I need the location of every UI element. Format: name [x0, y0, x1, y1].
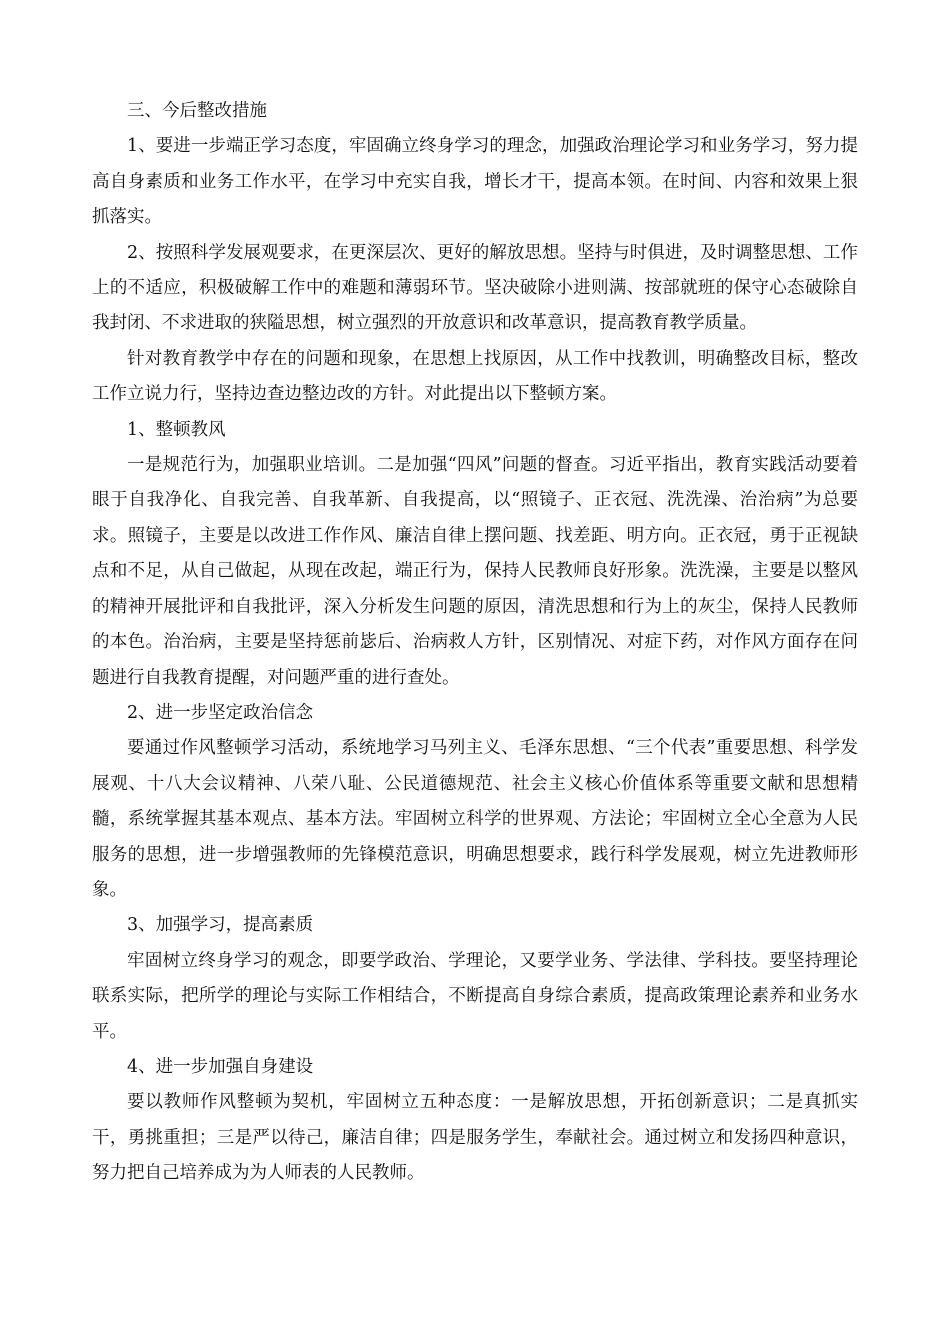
subheading-1: 1、整顿教风: [127, 419, 226, 440]
section-title: 三、今后整改措施: [127, 101, 267, 121]
paragraph-1: 1、要进一步端正学习态度，牢固确立终身学习的理念，加强政治理论学习和业务学习，努力提高自身素质和业务工作水平，在学习中充实自我，增长才干，提高本领。在时间、内容和效果上狠抓落实。: [92, 136, 858, 228]
paragraph-3: 针对教育教学中存在的问题和现象，在思想上找原因，从工作中找教训，明确整改目标，整改工作立说力行，坚持边查边整边改的方针。对此提出以下整顿方案。: [92, 348, 858, 405]
paragraph-4: 一是规范行为，加强职业培训。二是加强“四风”问题的督查。习近平指出，教育实践活动要着眼于自我净化、自我完善、自我革新、自我提高，以“照镜子、正衣冠、洗洗澡、治治病”为总要求。照镜子，主要是以改进工作作风、廉洁自律上摆问题、找差距、明方向。正衣冠，勇于正视缺点和不足，从自己做起，从现在改起，端正行为，保持人民教师良好形象。洗洗澡，主要是以整风的精神开展批评和自我批评，深入分析发生问题的原因，清洗思想和行为上的灰尘，保持人民教师的本色。治治病，主要是坚持惩前毖后、治病救人方针，区别情况、对症下药，对作风方面存在问题进行自我教育提醒，对问题严重的进行查处。: [92, 455, 858, 688]
paragraph-7: 要以教师作风整顿为契机，牢固树立五种态度：一是解放思想，开拓创新意识；二是真抓实干，勇挑重担；三是严以待己，廉洁自律；四是服务学生，奉献社会。通过树立和发扬四种意识，努力把自己培养成为为人师表的人民教师。: [92, 1092, 858, 1184]
paragraph-5: 要通过作风整顿学习活动，系统地学习马列主义、毛泽东思想、“三个代表”重要思想、科学发展观、十八大会议精神、八荣八耻、公民道德规范、社会主义核心价值体系等重要文献和思想精髓，系统掌握其基本观点、基本方法。牢固树立科学的世界观、方法论；牢固树立全心全意为人民服务的思想，进一步增强教师的先锋模范意识，明确思想要求，践行科学发展观，树立先进教师形象。: [92, 738, 858, 900]
subheading-2: 2、进一步坚定政治信念: [127, 702, 314, 723]
subheading-3: 3、加强学习，提高素质: [127, 915, 314, 936]
paragraph-2: 2、按照科学发展观要求，在更深层次、更好的解放思想。坚持与时俱进，及时调整思想、工作上的不适应，积极破解工作中的难题和薄弱环节。坚决破除小进则满、按部就班的保守心态破除自我封闭、不求进取的狭隘思想，树立强烈的开放意识和改革意识，提高教育教学质量。: [92, 242, 858, 334]
paragraph-6: 牢固树立终身学习的观念，即要学政治、学理论，又要学业务、学法律、学科技。要坚持理论联系实际，把所学的理论与实际工作相结合，不断提高自身综合素质，提高政策理论素养和业务水平。: [92, 950, 858, 1042]
subheading-4: 4、进一步加强自身建设: [127, 1056, 314, 1077]
